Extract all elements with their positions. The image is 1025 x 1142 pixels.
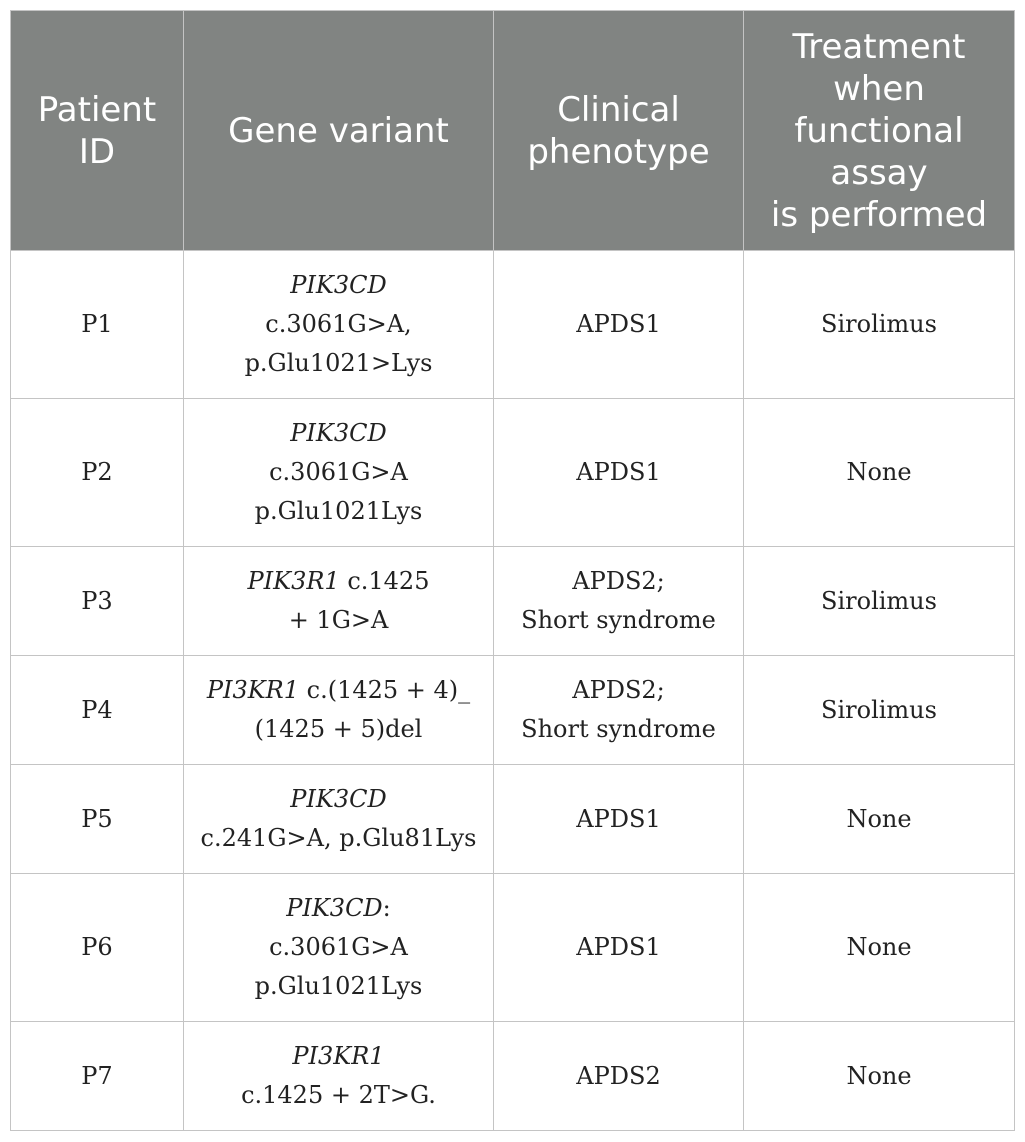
gene-variant-cell: [184, 547, 494, 656]
patient-id-cell: P3: [11, 547, 184, 656]
phenotype-cell: [494, 1022, 744, 1131]
gene-name: PI3KR1: [292, 1042, 385, 1070]
variant-line: c.3061G>A,: [265, 310, 412, 338]
header-gene-variant: [184, 11, 494, 251]
header-text: Treatment: [792, 26, 966, 67]
gene-variant-cell: [184, 399, 494, 547]
phenotype-cell: [494, 547, 744, 656]
phenotype-cell: [494, 765, 744, 874]
phenotype-line: APDS1: [576, 310, 661, 338]
patient-id-cell: P4: [11, 656, 184, 765]
gene-name: PIK3CD: [290, 271, 387, 299]
table-row: [11, 874, 1015, 1022]
header-text: Gene variant: [228, 110, 449, 151]
variant-prefix: c.1425: [339, 567, 430, 595]
variant-line: c.241G>A, p.Glu81Lys: [200, 824, 477, 852]
gene-variant-cell: [184, 1022, 494, 1131]
treatment-cell: None: [744, 874, 1015, 1022]
gene-variant-cell: [184, 251, 494, 399]
gene-name: PIK3CD: [290, 785, 387, 813]
gene-name: PIK3R1: [247, 567, 340, 595]
patient-id-cell: P6: [11, 874, 184, 1022]
phenotype-cell: [494, 251, 744, 399]
variant-line: p.Glu1021>Lys: [244, 349, 433, 377]
phenotype-line: APDS2;: [572, 567, 665, 595]
treatment-cell: None: [744, 1022, 1015, 1131]
phenotype-line: Short syndrome: [521, 715, 716, 743]
phenotype-line: APDS2: [576, 1061, 661, 1090]
phenotype-cell: [494, 874, 744, 1022]
gene-suffix: :: [382, 894, 391, 922]
variant-line: c.3061G>A: [269, 458, 408, 486]
header-patient-id: [11, 11, 184, 251]
treatment-cell: Sirolimus: [744, 251, 1015, 399]
header-treatment: [744, 11, 1015, 251]
variant-line: c.1425 + 2T>G.: [241, 1081, 436, 1109]
table-row: [11, 399, 1015, 547]
table-row: [11, 547, 1015, 656]
variant-prefix: c.(1425 + 4)_: [299, 676, 471, 704]
variant-line: p.Glu1021Lys: [254, 497, 423, 525]
treatment-cell: None: [744, 765, 1015, 874]
gene-variant-cell: [184, 656, 494, 765]
gene-name: PIK3CD: [290, 419, 387, 447]
header-text: assay: [830, 152, 928, 193]
variant-line: (1425 + 5)del: [254, 715, 423, 743]
gene-name: PIK3CD: [286, 894, 383, 922]
patient-table: [10, 10, 1015, 1131]
header-clinical-phenotype: [494, 11, 744, 251]
phenotype-line: Short syndrome: [521, 606, 716, 634]
phenotype-cell: [494, 399, 744, 547]
header-text: phenotype: [527, 131, 710, 172]
patient-id-cell: P7: [11, 1022, 184, 1131]
variant-line: c.3061G>A: [269, 933, 408, 961]
header-text: Clinical: [557, 89, 680, 130]
table-row: [11, 1022, 1015, 1131]
table-row: [11, 656, 1015, 765]
header-text: Patient: [37, 89, 157, 130]
treatment-cell: Sirolimus: [744, 547, 1015, 656]
table-row: [11, 765, 1015, 874]
gene-variant-cell: [184, 765, 494, 874]
header-text: when: [833, 68, 925, 109]
phenotype-line: APDS2;: [572, 676, 665, 704]
treatment-cell: Sirolimus: [744, 656, 1015, 765]
variant-line: p.Glu1021Lys: [254, 972, 423, 1000]
header-text: functional: [794, 110, 964, 151]
header-text: is performed: [770, 194, 988, 235]
gene-name: PI3KR1: [206, 676, 300, 704]
patient-id-cell: P5: [11, 765, 184, 874]
header-row: [11, 11, 1015, 251]
phenotype-line: APDS1: [576, 933, 661, 961]
patient-id-cell: P1: [11, 251, 184, 399]
table-row: [11, 251, 1015, 399]
phenotype-line: APDS1: [576, 804, 661, 833]
gene-variant-cell: [184, 874, 494, 1022]
phenotype-line: APDS1: [576, 458, 661, 486]
patient-id-cell: P2: [11, 399, 184, 547]
header-text: ID: [78, 131, 116, 172]
treatment-cell: None: [744, 399, 1015, 547]
phenotype-cell: [494, 656, 744, 765]
variant-line: + 1G>A: [288, 606, 389, 634]
